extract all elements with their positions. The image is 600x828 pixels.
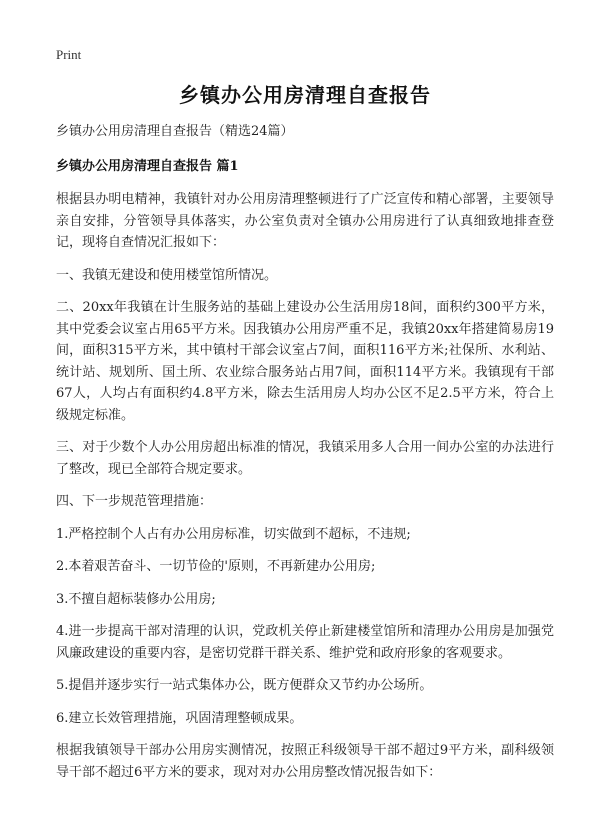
paragraph-item-4: 四、下一步规范管理措施：: [56, 494, 213, 509]
document-title: 乡镇办公用房清理自查报告: [179, 83, 431, 107]
document-subtitle: 乡镇办公用房清理自查报告（精选24篇）: [56, 124, 294, 139]
paragraph-measure-4: 4.进一步提高干部对清理的认识，党政机关停止新建楼堂馆所和清理办公用房是加强党风廉政建设的重要内容，是密切党群干群关系、维护党和政府形象的客观要求。: [56, 624, 554, 661]
paragraph-measure-2: 2.本着艰苦奋斗、一切节俭的'原则，不再新建办公用房;: [56, 559, 376, 574]
paragraph-item-2: 二、20xx年我镇在计生服务站的基础上建设办公生活用房18间，面积约300平方米，其中党委会议室占用65平方米。因我镇办公用房严重不足，我镇20xx年搭建简易房19间，面积315平方米，其中镇村干部会议室占7间，面积116平方米;社保所、水利站、统计站、规划所、国土所、农业综合服务站占用7间，面积114平方米。我镇现有干部67人，人均占有面积约4.8平方米，除去生活用房人均办公区不足2.5平方米，符合上级规定标准。: [56, 300, 554, 423]
paragraph-intro: 根据县办明电精神，我镇针对办公用房清理整顿进行了广泛宣传和精心部署，主要领导亲自安排，分管领导具体落实，办公室负责对全镇办公用房进行了认真细致地排查登记，现将自查情况汇报如下：: [56, 192, 554, 250]
paragraph-measure-1: 1.严格控制个人占有办公用房标准，切实做到不超标，不违规;: [56, 526, 411, 542]
paragraph-item-1: 一、我镇无建设和使用楼堂馆所情况。: [56, 267, 278, 283]
paragraph-item-3: 三、对于少数个人办公用房超出标准的情况，我镇采用多人合用一间办公室的办法进行了整改，现已全部符合规定要求。: [56, 440, 554, 477]
paragraph-measure-5: 5.提倡并逐步实行一站式集体办公，既方便群众又节约办公场所。: [56, 678, 433, 693]
paragraph-closing: 根据我镇领导干部办公用房实测情况，按照正科级领导干部不超过9平方米，副科级领导干部不超过6平方米的要求，现对对办公用房整改情况报告如下：: [56, 743, 554, 780]
print-link[interactable]: Print: [56, 47, 82, 62]
paragraph-measure-6: 6.建立长效管理措施，巩固清理整顿成果。: [56, 710, 303, 726]
paragraph-measure-3: 3.不擅自超标装修办公用房;: [56, 591, 216, 607]
section-heading: 乡镇办公用房清理自查报告 篇1: [56, 159, 239, 174]
